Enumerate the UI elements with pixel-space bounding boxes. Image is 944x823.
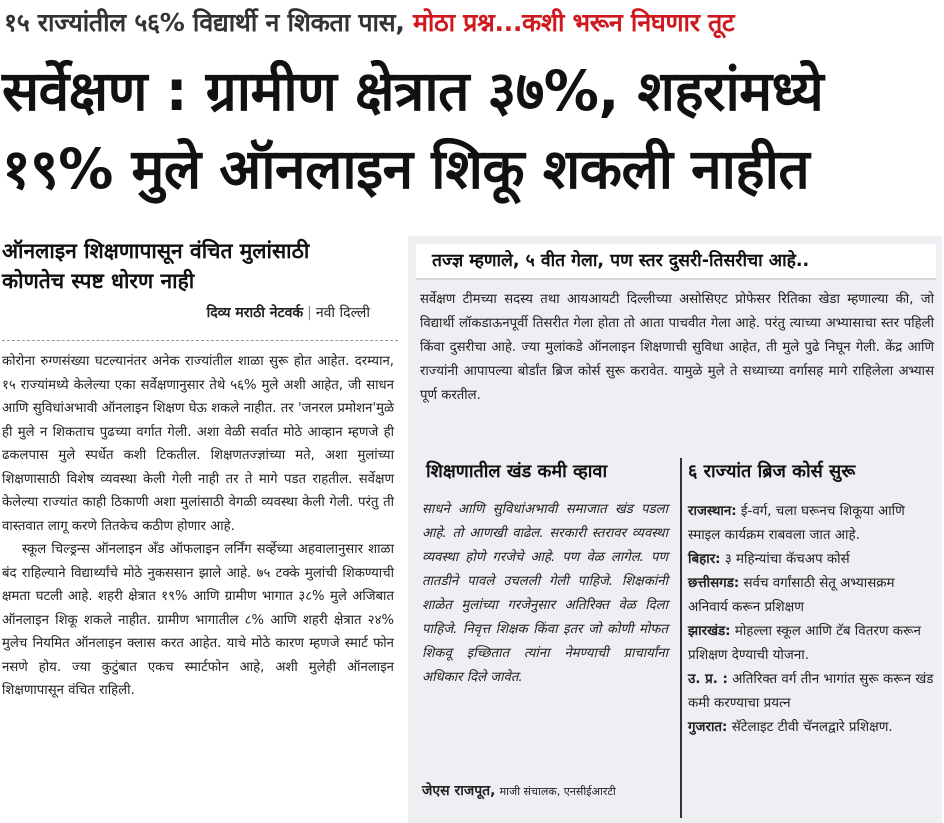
article-paragraph-1: कोरोना रुग्णसंख्या घटल्यानंतर अनेक राज्यांतील शाळा सुरू होत आहेत. दरम्यान, १५ राज्यांमध्ये केलेल्या एका सर्वेक्षणानुसार तेथे ५६% मुले अशी आहेत, जी साधन आणि सुविधांअभावी ऑनलाइन शिक्षण घेऊ शकले नाहीत. तर 'जनरल प्रमोशन'मुळे ही मुले न शिकताच पुढच्या वर्गात गेली. अशा वेळी सर्वात मोठे आव्हान म्हणजे ही ढकलपास मुले स्पर्धेत कशी टिकतील. शिक्षणतज्ज्ञांच्या मते, अशा मुलांच्या शिक्षणासाठी विशेष व्यवस्था केली गेली नाही तर ते मागे पडत राहतील. सर्वेक्षण केलेल्या राज्यांत काही ठिकाणी अशा मुलांसाठी वेगळी व्यवस्था केली गेली. परंतु ती वास्तवात लागू करणे तितकेच कठीण होणार आहे. <box>2 354 394 534</box>
state-name: उ. प्र. : <box>688 672 728 687</box>
signature-name: जेएस राजपूत, <box>422 783 496 799</box>
box-left-signature <box>422 780 678 803</box>
state-item-jharkhand <box>688 620 938 668</box>
byline-divider <box>2 340 398 341</box>
byline <box>60 302 370 324</box>
main-headline <box>2 52 940 208</box>
box-left-body: साधने आणि सुविधांअभावी समाजात खंड पडला आहे. तो आणखी वाढेल. सरकारी स्तरावर व्यवस्था व्यवस्था होणे गरजेचे आहे. पण वेळ लागेल. पण तातडीने पावले उचलली गेली पाहिजे. शिक्षकांनी शाळेत मुलांच्या गरजेनुसार अतिरिक्त वेळ दिला पाहिजे. निवृत्त शिक्षक किंवा इतर जो कोणी मोफत शिकवू इच्छितात त्यांना नेमण्याची प्राचार्यांना अधिकार दिले जावेत. <box>422 502 668 685</box>
state-text: अतिरिक्त वर्ग तीन भागांत सुरू करून खंड कमी करण्याचा प्रयत्न <box>688 672 934 711</box>
state-item-rajasthan <box>688 500 938 548</box>
state-item-bihar <box>688 548 938 572</box>
state-name: गुजरात: <box>688 720 728 735</box>
panel-heading: तज्ज्ञ म्हणाले, ५ वीत गेला, पण स्तर दुसरी-तिसरीचा आहे.. <box>432 251 810 271</box>
kicker-lead: १५ राज्यांतील ५६% विद्यार्थी न शिकता पास, <box>4 8 405 37</box>
state-item-chhattisgarh <box>688 572 938 620</box>
article-paragraph-2: स्कूल चिल्ड्रन्स ऑनलाइन अँड ऑफलाइन लर्निंग सर्व्हेच्या अहवालानुसार शाळा बंद राहिल्याने विद्यार्थ्यांचे मोठे नुकससान झाले आहे. ७५ टक्के मुलांची शिकण्याची क्षमता घटली आहे. शहरी क्षेत्रात १९% आणि ग्रामीण भागात ३८% मुले अजिबात ऑनलाइन शिकू शकले नाहीत. ग्रामीण भागातील ८% आणि शहरी क्षेत्रात २४% मुलेच नियमित ऑनलाइन क्लास करत आहेत. याचे मोठे कारण म्हणजे स्मार्ट फोन नसणे होय. ज्या कुटुंबात एकच स्मार्टफोन आहे, अशी मुलेही ऑनलाइन शिक्षणापासून वंचित राहिली. <box>2 542 394 698</box>
headline-line-1: सर्वेक्षण : ग्रामीण क्षेत्रात ३७%, शहरांमध्ये <box>2 59 824 123</box>
byline-agency: दिव्य मराठी नेटवर्क <box>206 305 304 321</box>
state-text: सॅटेलाइट टीवी चॅनलद्वारे प्रशिक्षण. <box>731 720 893 735</box>
state-list <box>688 500 938 740</box>
state-text: मोहल्ला स्कूल आणि टॅब वितरण करून प्रशिक्षण देण्याची योजना. <box>688 624 921 663</box>
signature-role: माजी संचालक, एनसीईआरटी <box>499 785 616 798</box>
state-name: झारखंड: <box>688 624 731 639</box>
column-divider <box>680 458 682 818</box>
article-body <box>2 350 394 703</box>
byline-place: नवी दिल्ली <box>315 305 370 321</box>
expert-panel <box>408 236 942 823</box>
state-name: बिहार: <box>688 552 721 567</box>
box-left-title: शिक्षणातील खंड कमी व्हावा <box>426 461 608 482</box>
state-name: छत्तीसगड: <box>688 576 740 591</box>
state-text: ई-वर्ग, चला घरूनच शिकूया आणि स्माइल कार्यक्रम राबवला जात आहे. <box>688 504 905 543</box>
state-text: ३ महिन्यांचा कॅचअप कोर्स <box>724 552 850 567</box>
box-right-title: ६ राज्यांत ब्रिज कोर्स सुरू <box>688 461 856 482</box>
subheadline: ऑनलाइन शिक्षणापासून वंचित मुलांसाठी कोणतेच स्पष्ट धोरण नाही <box>2 239 310 293</box>
panel-heading-bar <box>416 244 936 280</box>
byline-separator: | <box>307 305 312 321</box>
state-item-gujarat <box>688 716 938 740</box>
panel-body: सर्वेक्षण टीमच्या सदस्य तथा आयआयटी दिल्लीच्या असोसिएट प्रोफेसर रितिका खेडा म्हणाल्या की, जो विद्यार्थी लॉकडाऊनपूर्वी तिसरीत गेला होता तो आता पाचवीत गेला आहे. परंतु त्याच्या अभ्यासाचा स्तर पहिली किंवा दुसरीचा आहे. ज्या मुलांकडे ऑनलाइन शिक्षणाची सुविधा आहेत, ती मुले पुढे निघून गेली. केंद्र आणि राज्यांनी आपापल्या बोर्डांत ब्रिज कोर्स सुरू करावेत. यामुळे मुले ते सध्याच्या वर्गासह मागे राहिलेला अभ्यास पूर्ण करतील. <box>420 292 934 403</box>
state-item-up <box>688 668 938 716</box>
state-name: राजस्थान: <box>688 504 737 519</box>
kicker-highlight: मोठा प्रश्न...कशी भरून निघणार तूट <box>412 8 735 37</box>
kicker-line <box>4 0 940 46</box>
headline-line-2: १९% मुले ऑनलाइन शिकू शकली नाहीत <box>2 137 810 201</box>
state-text: सर्वच वर्गांसाठी सेतू अभ्यासक्रम अनिवार्य करून प्रशिक्षण <box>688 576 895 615</box>
